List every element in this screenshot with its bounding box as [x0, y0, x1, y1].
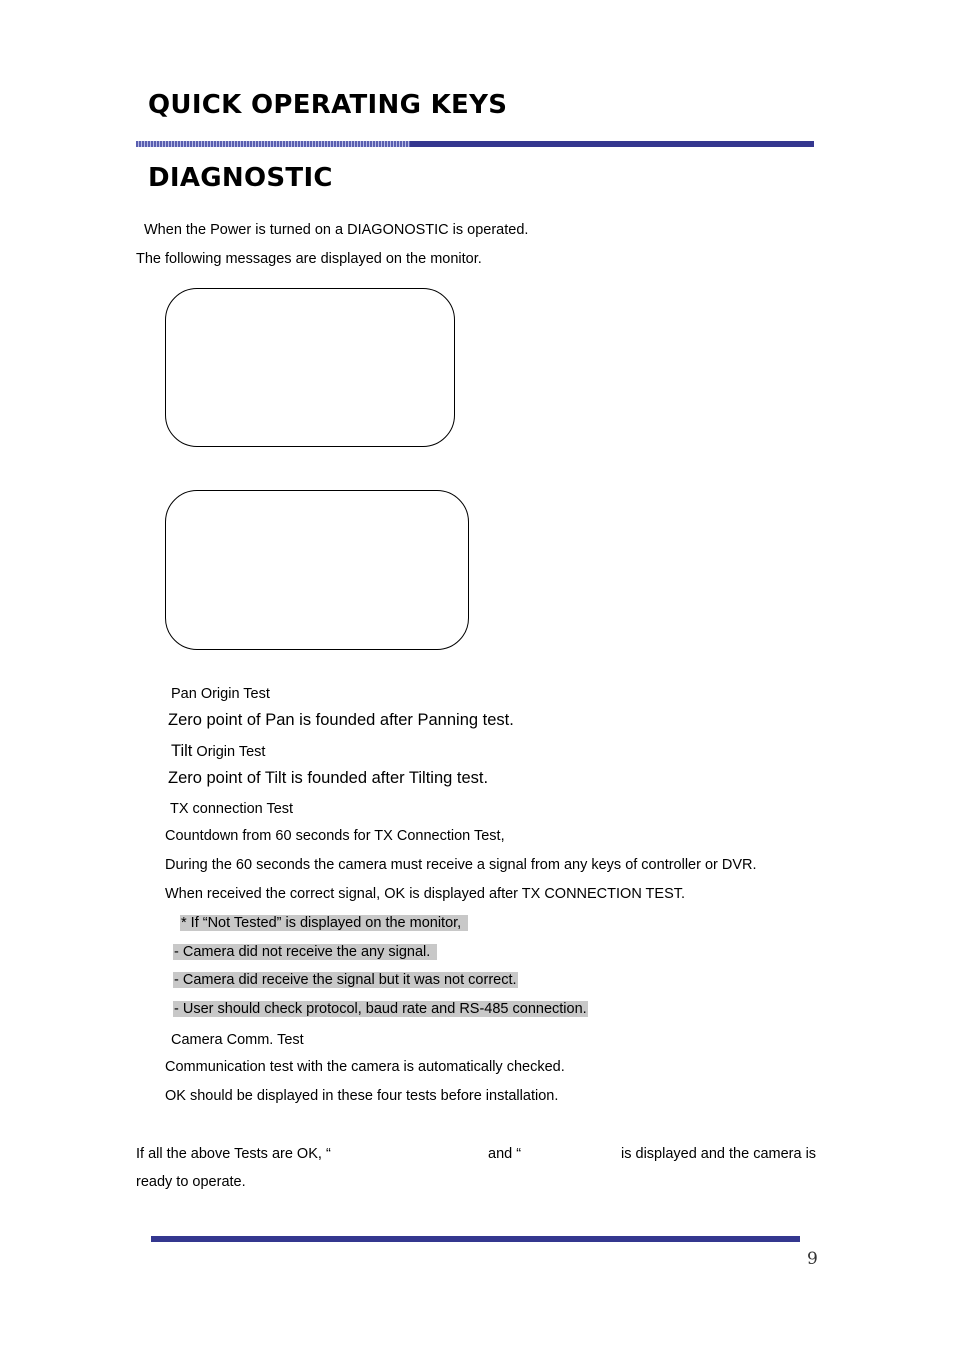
tilt-test-title-rest: Origin Test [192, 744, 266, 760]
camera-test-title: Camera Comm. Test [171, 1032, 304, 1048]
header-rule-dotted [136, 141, 410, 147]
tilt-test-desc: Zero point of Tilt is founded after Tilting test. [168, 769, 489, 787]
footer-rule [151, 1236, 800, 1242]
closing-part-2: and “ [488, 1146, 522, 1162]
section-title: QUICK OPERATING KEYS [148, 90, 508, 120]
tx-note-1 [180, 915, 468, 931]
tx-note-1-text: * If “Not Tested” is displayed on the monitor, [181, 915, 462, 931]
closing-line-2: ready to operate. [136, 1174, 246, 1190]
tx-note-4 [173, 1001, 588, 1017]
tx-note-2-text: - Camera did not receive the any signal. [174, 944, 431, 960]
closing-part-1: If all the above Tests are OK, “ [136, 1146, 331, 1162]
tx-note-3-text: - Camera did receive the signal but it was not correct. [174, 972, 517, 988]
tx-note-3 [173, 972, 518, 988]
tx-test-title: TX connection Test [170, 801, 294, 817]
pan-test-title: Pan Origin Test [171, 686, 270, 702]
closing-part-3: is displayed and the camera is [621, 1146, 817, 1162]
monitor-message-box-1 [165, 288, 455, 447]
tx-test-line-1: Countdown from 60 seconds for TX Connection Test, [165, 828, 505, 844]
intro-line-1: When the Power is turned on a DIAGONOSTIC is operated. [144, 222, 529, 238]
tx-test-line-3: When received the correct signal, OK is displayed after TX CONNECTION TEST. [165, 886, 686, 902]
tilt-test-title [171, 742, 265, 761]
subsection-title: DIAGNOSTIC [148, 163, 333, 193]
monitor-message-box-2 [165, 490, 469, 650]
camera-test-line-1: Communication test with the camera is automatically checked. [165, 1059, 565, 1075]
intro-line-2: The following messages are displayed on the monitor. [136, 251, 482, 267]
camera-test-line-2: OK should be displayed in these four tests before installation. [165, 1088, 559, 1104]
page-number: 9 [807, 1249, 818, 1269]
tilt-test-title-word: Tilt [171, 742, 193, 760]
tx-note-2 [173, 944, 437, 960]
tx-test-line-2: During the 60 seconds the camera must receive a signal from any keys of controller or DVR. [165, 857, 757, 873]
pan-test-desc: Zero point of Pan is founded after Panning test. [168, 711, 514, 729]
tx-note-4-text: - User should check protocol, baud rate and RS-485 connection. [174, 1001, 587, 1017]
header-rule-solid [410, 141, 814, 147]
